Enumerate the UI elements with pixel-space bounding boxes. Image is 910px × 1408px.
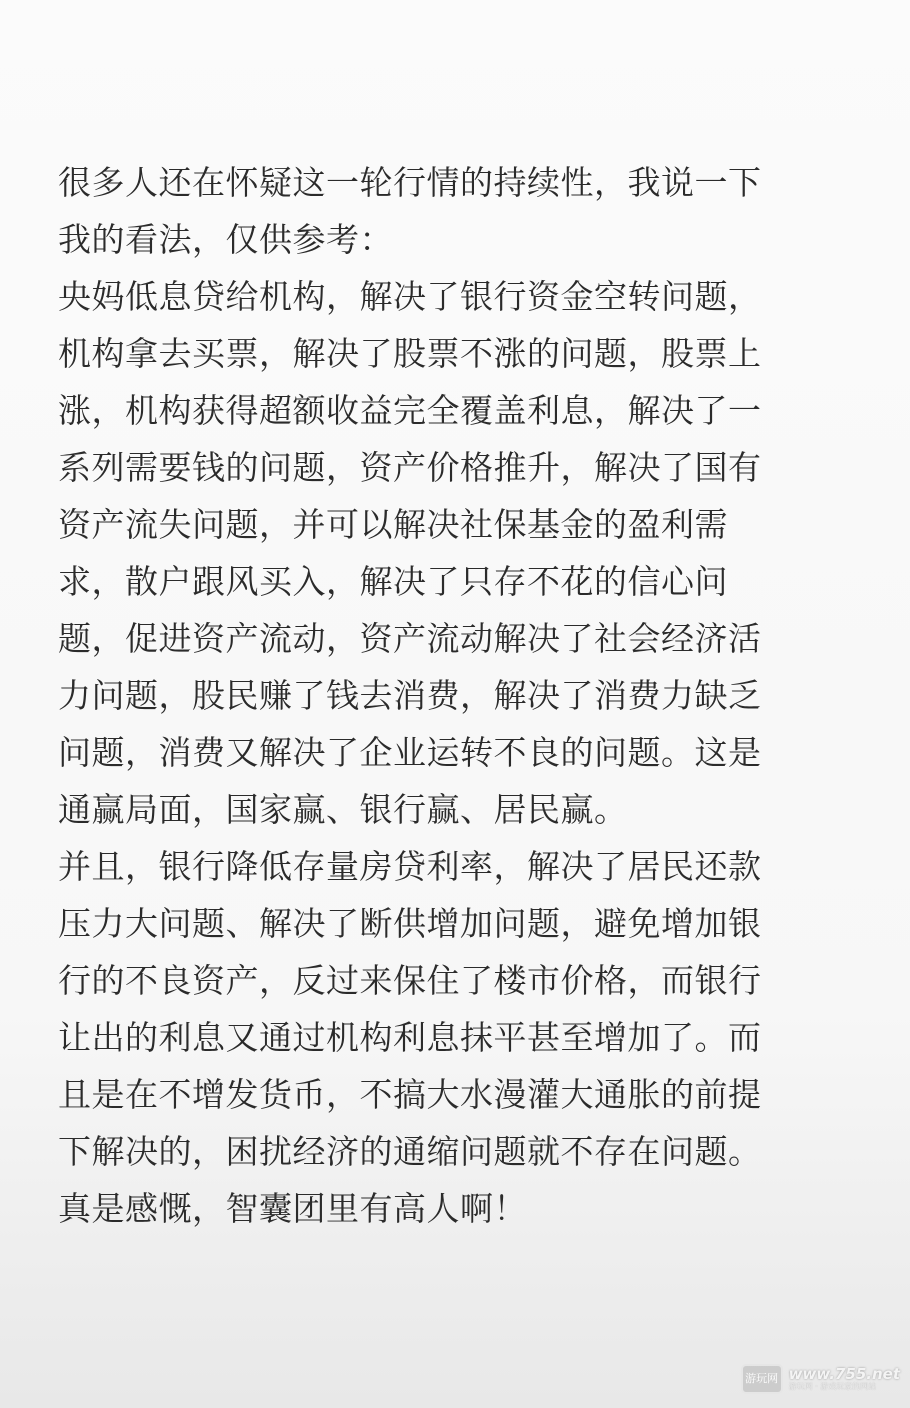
post-line: 并且，银行降低存量房贷利率，解决了居民还款 [58, 847, 762, 886]
post-line: 力问题，股民赚了钱去消费，解决了消费力缺乏 [58, 676, 762, 715]
watermark [741, 1364, 900, 1394]
post-line: 通赢局面，国家赢、银行赢、居民赢。 [58, 790, 628, 829]
post-line: 求，散户跟风买入，解决了只存不花的信心问 [58, 562, 728, 601]
post-line: 机构拿去买票，解决了股票不涨的问题，股票上 [58, 334, 762, 373]
post-line: 问题，消费又解决了企业运转不良的问题。这是 [58, 733, 762, 772]
post-line: 压力大问题、解决了断供增加问题，避免增加银 [58, 904, 762, 943]
watermark-text [789, 1366, 900, 1391]
post-line: 涨，机构获得超额收益完全覆盖利息，解决了一 [58, 391, 762, 430]
post-line: 且是在不增发货币，不搞大水漫灌大通胀的前提 [58, 1075, 762, 1114]
post-line: 行的不良资产，反过来保住了楼市价格，而银行 [58, 961, 762, 1000]
post-text [58, 154, 858, 1237]
watermark-slogan: 游玩网 · 游戏玩家的网站 [788, 1381, 877, 1391]
post-line: 下解决的，困扰经济的通缩问题就不存在问题。 [58, 1132, 762, 1171]
post-line: 我的看法，仅供参考： [58, 220, 393, 259]
watermark-url: www.755.net [788, 1365, 900, 1384]
post-line: 很多人还在怀疑这一轮行情的持续性，我说一下 [58, 163, 762, 202]
post-line: 系列需要钱的问题，资产价格推升，解决了国有 [58, 448, 762, 487]
post-line: 真是感慨，智囊团里有高人啊！ [58, 1189, 527, 1228]
post-line: 题，促进资产流动，资产流动解决了社会经济活 [58, 619, 762, 658]
post-line: 央妈低息贷给机构，解决了银行资金空转问题， [58, 277, 762, 316]
post-line: 让出的利息又通过机构利息抹平甚至增加了。而 [58, 1018, 762, 1057]
watermark-logo: 游玩网 [741, 1364, 783, 1394]
post-line: 资产流失问题，并可以解决社保基金的盈利需 [58, 505, 728, 544]
